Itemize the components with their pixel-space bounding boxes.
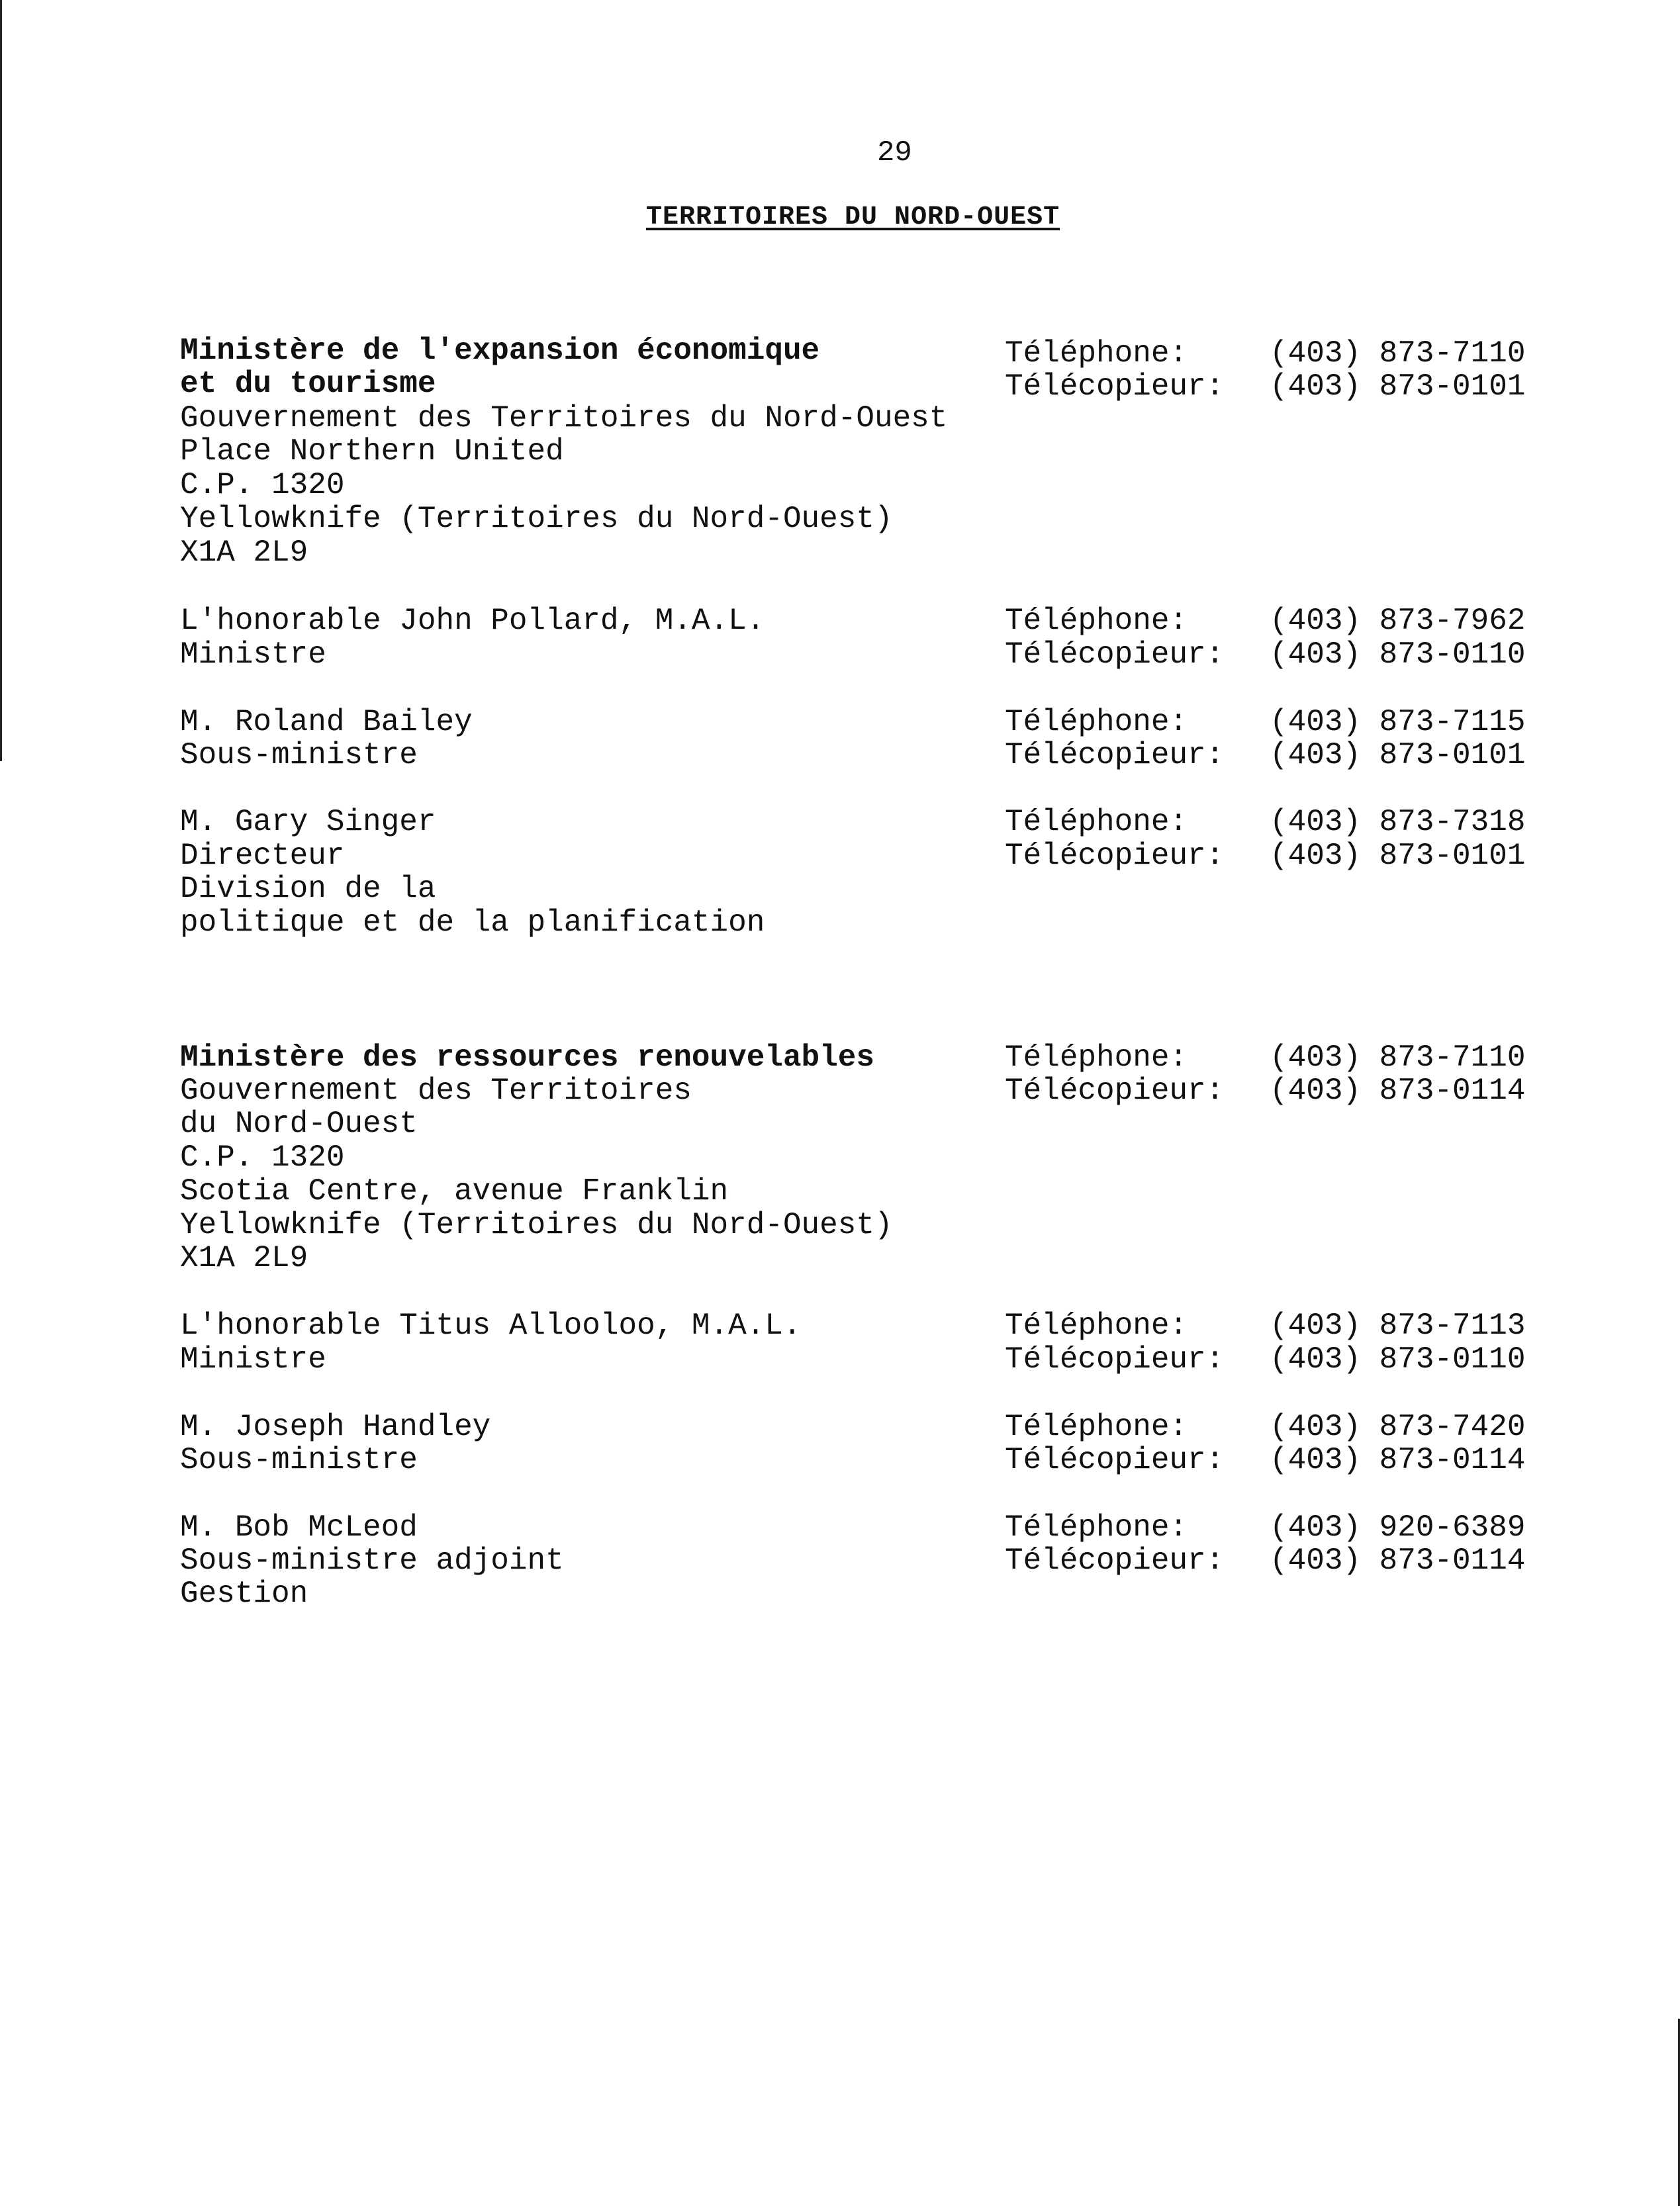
phone-label: Téléphone: [1005,1040,1188,1075]
dept-name-line2: et du tourisme [180,367,436,401]
address-line: Place Northern United [180,434,564,469]
contact-name: M. Roland Bailey [180,705,473,739]
contact-role: politique et de la planification [180,905,765,940]
contact-role: Sous-ministre [180,738,418,772]
phone-label: Téléphone: [1005,805,1188,839]
fax-number: (403) 873-0101 [1270,738,1526,772]
phone-number: (403) 920-6389 [1270,1510,1526,1545]
fax-number: (403) 873-0114 [1270,1543,1526,1578]
fax-number: (403) 873-0110 [1270,637,1526,672]
page-title: TERRITOIRES DU NORD-OUEST [646,203,1060,232]
address-line: du Nord-Ouest [180,1107,418,1141]
fax-number: (403) 873-0114 [1270,1074,1526,1108]
contact-name: L'honorable Titus Allooloo, M.A.L. [180,1309,802,1343]
fax-number: (403) 873-0114 [1270,1443,1526,1477]
page-number: 29 [877,136,912,169]
contact-name: M. Gary Singer [180,805,436,839]
phone-label: Téléphone: [1005,604,1188,638]
address-line: Gouvernement des Territoires du Nord-Ouest [180,401,948,436]
phone-number: (403) 873-7110 [1270,1040,1526,1075]
phone-label: Téléphone: [1005,705,1188,739]
fax-label: Télécopieur: [1005,1342,1225,1377]
fax-label: Télécopieur: [1005,839,1225,873]
fax-label: Télécopieur: [1005,1074,1225,1108]
fax-number: (403) 873-0101 [1270,369,1526,404]
contact-role: Directeur [180,839,345,873]
phone-number: (403) 873-7110 [1270,336,1526,371]
fax-label: Télécopieur: [1005,637,1225,672]
phone-number: (403) 873-7115 [1270,705,1526,739]
fax-label: Télécopieur: [1005,738,1225,772]
contact-role: Division de la [180,872,436,906]
phone-number: (403) 873-7318 [1270,805,1526,839]
address-line: C.P. 1320 [180,468,345,502]
address-line: Gouvernement des Territoires [180,1074,692,1108]
fax-label: Télécopieur: [1005,369,1225,404]
contact-role: Sous-ministre [180,1443,418,1477]
dept-name-line1: Ministère de l'expansion économique [180,334,820,368]
address-line: X1A 2L9 [180,535,308,570]
phone-number: (403) 873-7113 [1270,1309,1526,1343]
phone-label: Téléphone: [1005,336,1188,371]
address-line: Yellowknife (Territoires du Nord-Ouest) [180,1208,893,1242]
address-line: Yellowknife (Territoires du Nord-Ouest) [180,502,893,536]
phone-number: (403) 873-7962 [1270,604,1526,638]
fax-number: (403) 873-0101 [1270,839,1526,873]
phone-label: Téléphone: [1005,1309,1188,1343]
phone-label: Téléphone: [1005,1410,1188,1444]
scan-edge-left [0,0,2,761]
contact-name: L'honorable John Pollard, M.A.L. [180,604,765,638]
contact-name: M. Joseph Handley [180,1410,491,1444]
address-line: C.P. 1320 [180,1140,345,1175]
contact-role: Ministre [180,1342,326,1377]
contact-role: Ministre [180,637,326,672]
fax-label: Télécopieur: [1005,1543,1225,1578]
phone-number: (403) 873-7420 [1270,1410,1526,1444]
fax-label: Télécopieur: [1005,1443,1225,1477]
address-line: X1A 2L9 [180,1241,308,1275]
phone-label: Téléphone: [1005,1510,1188,1545]
contact-role: Gestion [180,1577,308,1611]
address-line: Scotia Centre, avenue Franklin [180,1174,729,1209]
contact-role: Sous-ministre adjoint [180,1543,564,1578]
fax-number: (403) 873-0110 [1270,1342,1526,1377]
dept-name-line1: Ministère des ressources renouvelables [180,1040,874,1075]
contact-name: M. Bob McLeod [180,1510,418,1545]
